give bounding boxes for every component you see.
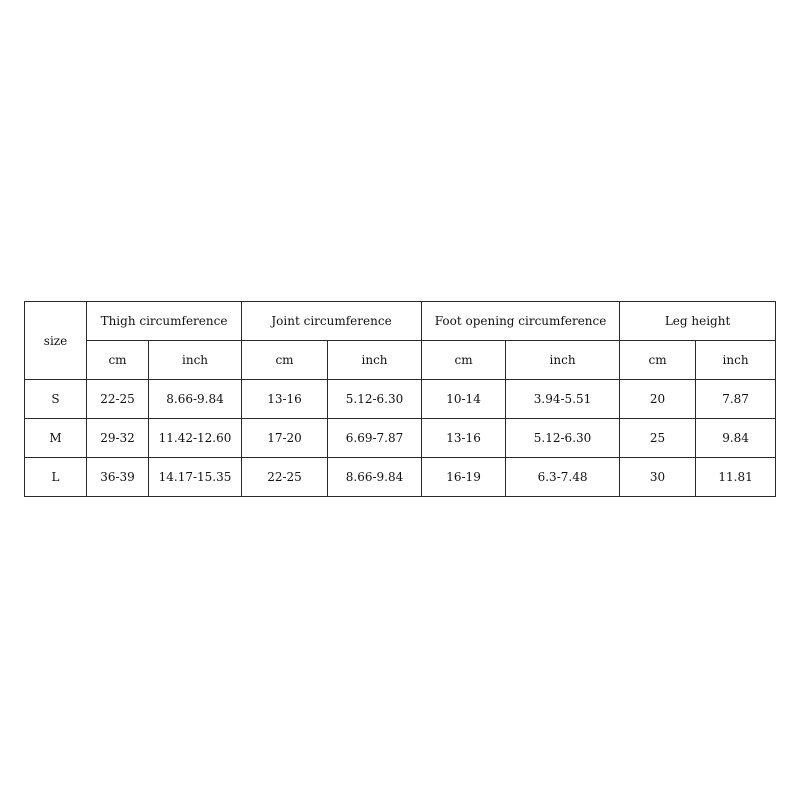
table-cell: 13-16 xyxy=(422,419,506,458)
table-cell: 22-25 xyxy=(87,380,149,419)
table-cell: 3.94-5.51 xyxy=(506,380,620,419)
size-header: size xyxy=(25,302,87,380)
size-label: S xyxy=(25,380,87,419)
size-label: M xyxy=(25,419,87,458)
table-cell: 20 xyxy=(620,380,696,419)
table-cell: 8.66-9.84 xyxy=(328,458,422,497)
group-header-joint: Joint circumference xyxy=(242,302,422,341)
table-cell: 9.84 xyxy=(696,419,776,458)
unit-header-cm: cm xyxy=(242,341,328,380)
table-row xyxy=(25,380,776,419)
table-cell: 11.42-12.60 xyxy=(149,419,242,458)
unit-header-inch: inch xyxy=(149,341,242,380)
table-cell: 36-39 xyxy=(87,458,149,497)
table-cell: 16-19 xyxy=(422,458,506,497)
table-cell: 22-25 xyxy=(242,458,328,497)
unit-header-cm: cm xyxy=(620,341,696,380)
unit-header-inch: inch xyxy=(696,341,776,380)
table-cell: 6.69-7.87 xyxy=(328,419,422,458)
table-cell: 6.3-7.48 xyxy=(506,458,620,497)
table-cell: 14.17-15.35 xyxy=(149,458,242,497)
group-header-leg-height: Leg height xyxy=(620,302,776,341)
table-row xyxy=(25,458,776,497)
table-cell: 30 xyxy=(620,458,696,497)
table-cell: 29-32 xyxy=(87,419,149,458)
table-cell: 11.81 xyxy=(696,458,776,497)
table-row xyxy=(25,419,776,458)
table-cell: 17-20 xyxy=(242,419,328,458)
table-cell: 8.66-9.84 xyxy=(149,380,242,419)
table-cell: 13-16 xyxy=(242,380,328,419)
group-header-row xyxy=(25,302,776,341)
table-cell: 10-14 xyxy=(422,380,506,419)
unit-header-cm: cm xyxy=(422,341,506,380)
unit-header-row xyxy=(25,341,776,380)
table-cell: 5.12-6.30 xyxy=(328,380,422,419)
unit-header-inch: inch xyxy=(328,341,422,380)
table-cell: 25 xyxy=(620,419,696,458)
table-cell: 5.12-6.30 xyxy=(506,419,620,458)
size-chart-table xyxy=(24,301,776,497)
unit-header-cm: cm xyxy=(87,341,149,380)
table-cell: 7.87 xyxy=(696,380,776,419)
group-header-foot-opening: Foot opening circumference xyxy=(422,302,620,341)
size-label: L xyxy=(25,458,87,497)
unit-header-inch: inch xyxy=(506,341,620,380)
group-header-thigh: Thigh circumference xyxy=(87,302,242,341)
